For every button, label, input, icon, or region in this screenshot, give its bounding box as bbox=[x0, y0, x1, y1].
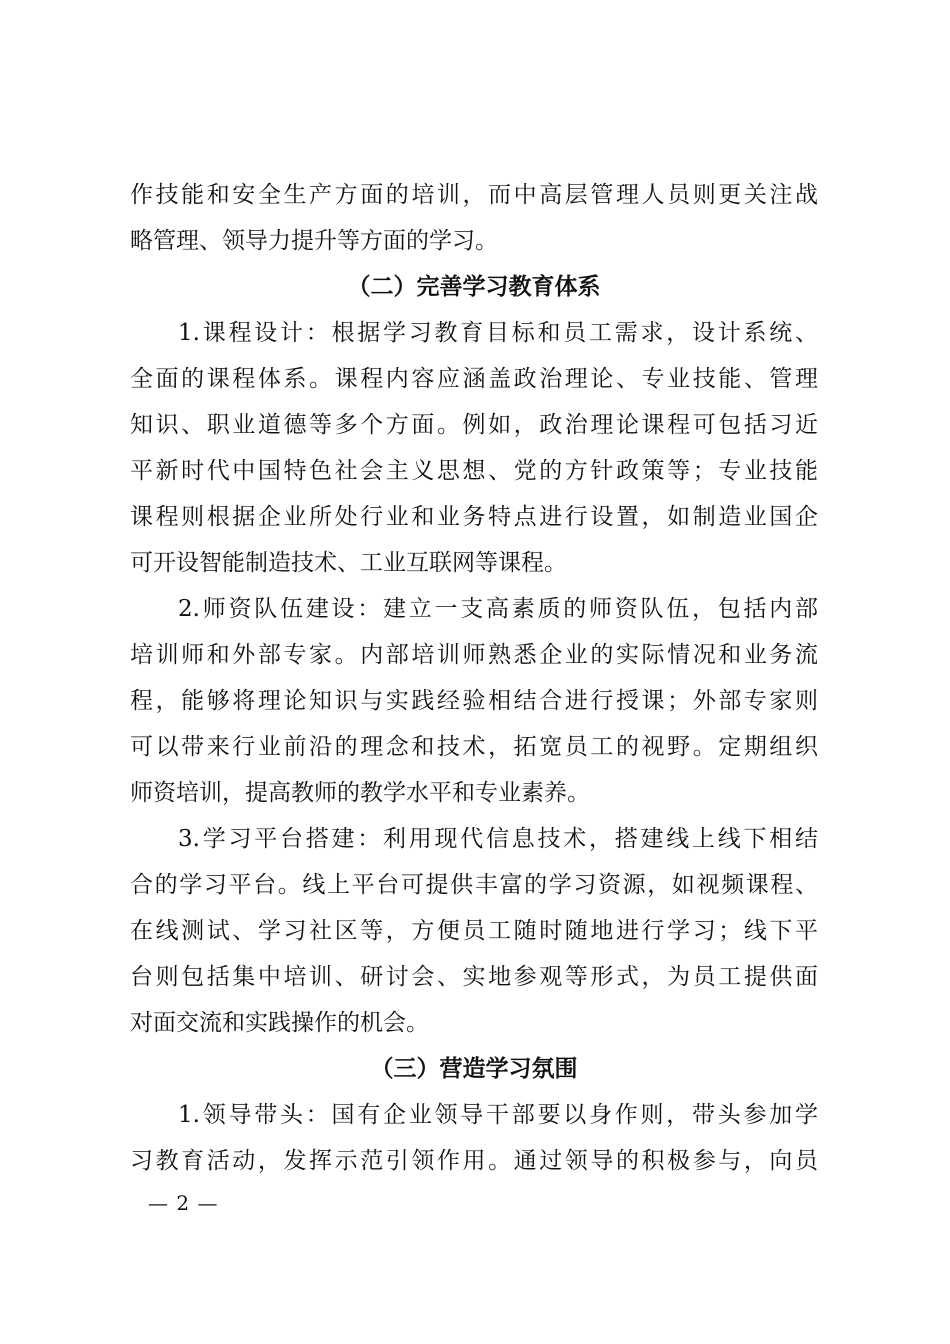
body-line: 习教育活动，发挥示范引领作用。通过领导的积极参与，向员 bbox=[130, 1148, 818, 1174]
body-line: 合的学习平台。线上平台可提供丰富的学习资源，如视频课程、 bbox=[130, 872, 818, 898]
body-line: 对面交流和实践操作的机会。 bbox=[130, 1010, 429, 1036]
body-line: 培训师和外部专家。内部培训师熟悉企业的实际情况和业务流 bbox=[130, 642, 818, 668]
body-line: 可开设智能制造技术、工业互联网等课程。 bbox=[130, 550, 567, 576]
paragraph-first-line: 1.课程设计：根据学习教育目标和员工需求，设计系统、 bbox=[178, 320, 818, 346]
section-heading: （二）完善学习教育体系 bbox=[347, 273, 601, 300]
body-line: 平新时代中国特色社会主义思想、党的方针政策等；专业技能 bbox=[130, 458, 818, 484]
body-line: 可以带来行业前沿的理念和技术，拓宽员工的视野。定期组织 bbox=[130, 734, 818, 760]
paragraph-first-line: 2.师资队伍建设：建立一支高素质的师资队伍，包括内部 bbox=[178, 596, 818, 622]
document-body bbox=[130, 172, 818, 1184]
body-line: 知识、职业道德等多个方面。例如，政治理论课程可包括习近 bbox=[130, 412, 818, 438]
paragraph-first-line: 3.学习平台搭建：利用现代信息技术，搭建线上线下相结 bbox=[178, 826, 818, 852]
body-line: 在线测试、学习社区等，方便员工随时随地进行学习；线下平 bbox=[130, 918, 818, 944]
body-line: 课程则根据企业所处行业和业务特点进行设置，如制造业国企 bbox=[130, 504, 818, 530]
section-heading: （三）营造学习氛围 bbox=[370, 1055, 578, 1082]
body-line: 师资培训，提高教师的教学水平和专业素养。 bbox=[130, 780, 590, 806]
page-number: — 2 — bbox=[148, 1191, 219, 1215]
paragraph-first-line: 1.领导带头：国有企业领导干部要以身作则，带头参加学 bbox=[178, 1102, 818, 1128]
body-line: 台则包括集中培训、研讨会、实地参观等形式，为员工提供面 bbox=[130, 964, 818, 990]
body-line: 作技能和安全生产方面的培训，而中高层管理人员则更关注战 bbox=[130, 182, 818, 208]
body-line: 略管理、领导力提升等方面的学习。 bbox=[130, 228, 498, 254]
body-line: 程，能够将理论知识与实践经验相结合进行授课；外部专家则 bbox=[130, 688, 818, 714]
body-line: 全面的课程体系。课程内容应涵盖政治理论、专业技能、管理 bbox=[130, 366, 818, 392]
